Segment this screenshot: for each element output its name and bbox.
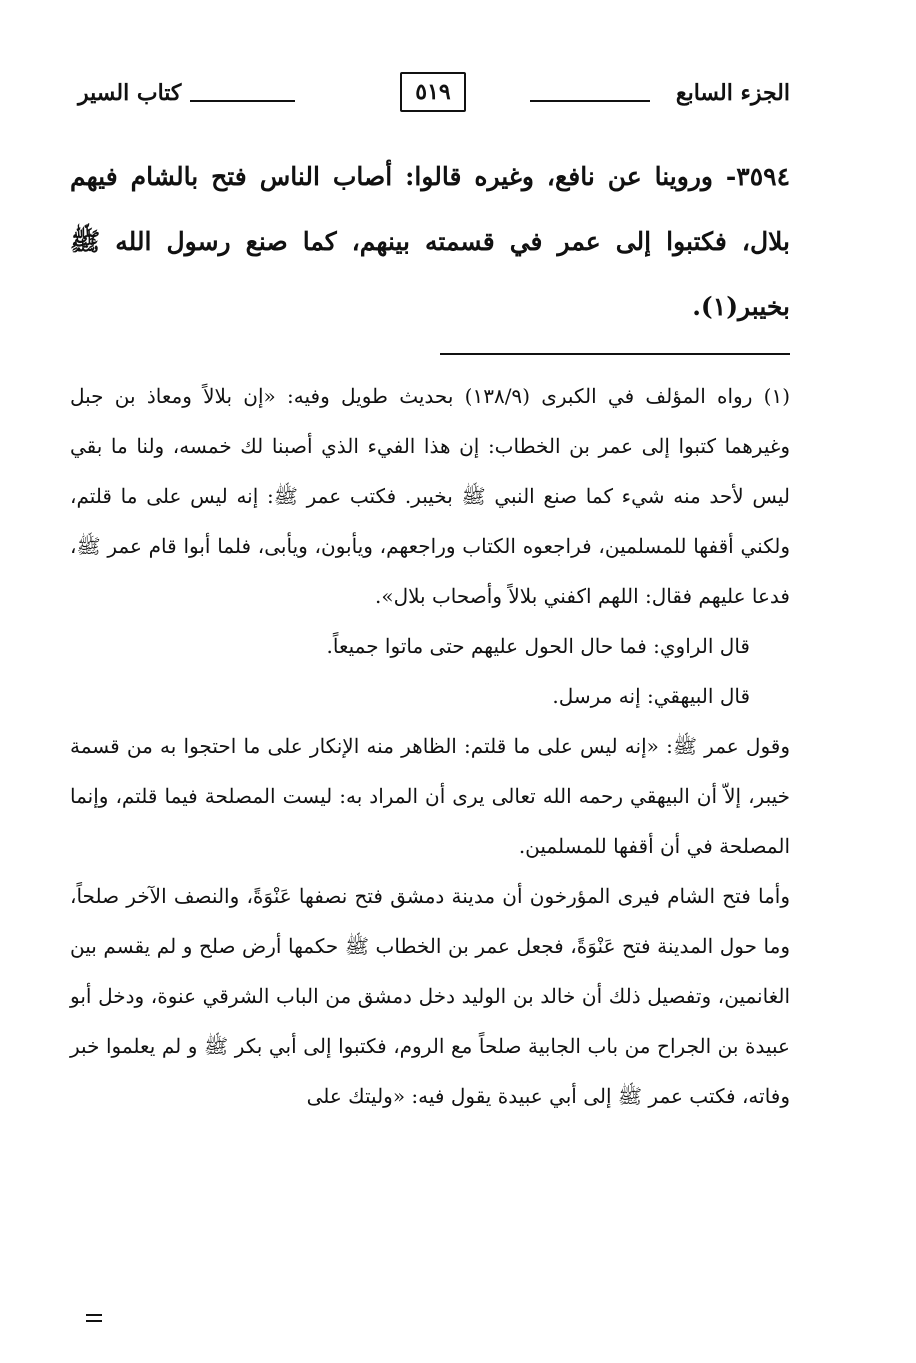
- main-paragraph: ٣٥٩٤- وروينا عن نافع، وغيره قالوا: أصاب الناس فتح بالشام فيهم بلال، فكتبوا إلى عمر في قسمته بينهم، كما صنع رسول الله ﷺ بخيبر(١).: [70, 162, 790, 321]
- page-number: ٥١٩: [400, 72, 466, 112]
- footnote-paragraph-4: وقول عمر ﷺ: «إنه ليس على ما قلتم: الظاهر منه الإنكار على ما احتجوا به من قسمة خيبر، إلاّ أن البيهقي رحمه الله تعالى يرى أن المراد به: ليست المصلحة فيما قلتم، وإنما المصلحة في أن أقفها للمسلمين.: [70, 734, 790, 858]
- footnote-paragraph-2: قال الراوي: فما حال الحول عليهم حتى ماتوا جميعاً.: [326, 634, 750, 658]
- page-header: [70, 70, 790, 122]
- continuation-mark: [86, 1314, 102, 1324]
- volume-title: الجزء السابع: [675, 80, 790, 106]
- footnote-divider: [440, 353, 790, 355]
- footnotes-section: [70, 371, 790, 1121]
- footnote-paragraph-5: وأما فتح الشام فيرى المؤرخون أن مدينة دمشق فتح نصفها عَنْوَةً، والنصف الآخر صلحاً، وما حول المدينة فتح عَنْوَةً، فجعل عمر بن الخطاب ﷺ حكمها أرض صلح و لم يقسم بين الغانمين، وتفصيل ذلك أن خالد بن الوليد دخل دمشق من الباب الشرقي عنوة، ودخل أبو عبيدة بن الجراح من باب الجابية صلحاً مع الروم، فكتبوا إلى أبي بكر ﷺ و لم يعلموا خبر وفاته، فكتب عمر ﷺ إلى أبي عبيدة يقول فيه: «وليتك على: [70, 884, 790, 1108]
- footnote-1: (١) رواه المؤلف في الكبرى (١٣٨/٩) بحديث طويل وفيه: «إن بلالاً ومعاذ بن جبل وغيرهما كتبوا إلى عمر بن الخطاب: إن هذا الفيء الذي أصبنا لك خمسه، ولنا ما بقي ليس لأحد منه شيء كما صنع النبي ﷺ بخيبر. فكتب عمر ﷺ: إنه ليس على ما قلتم، ولكني أقفها للمسلمين، فراجعوه الكتاب وراجعهم، ويأبون، ويأبى، فلما أبوا قام عمر ﷺ، فدعا عليهم فقال: اللهم اكفني بلالاً وأصحاب بلال».: [70, 384, 790, 608]
- document-page: [70, 70, 790, 1121]
- footnote-paragraph-3: قال البيهقي: إنه مرسل.: [552, 684, 750, 708]
- book-title: كتاب السير: [78, 80, 182, 106]
- header-rule-right: [530, 100, 650, 102]
- header-rule-left: [190, 100, 295, 102]
